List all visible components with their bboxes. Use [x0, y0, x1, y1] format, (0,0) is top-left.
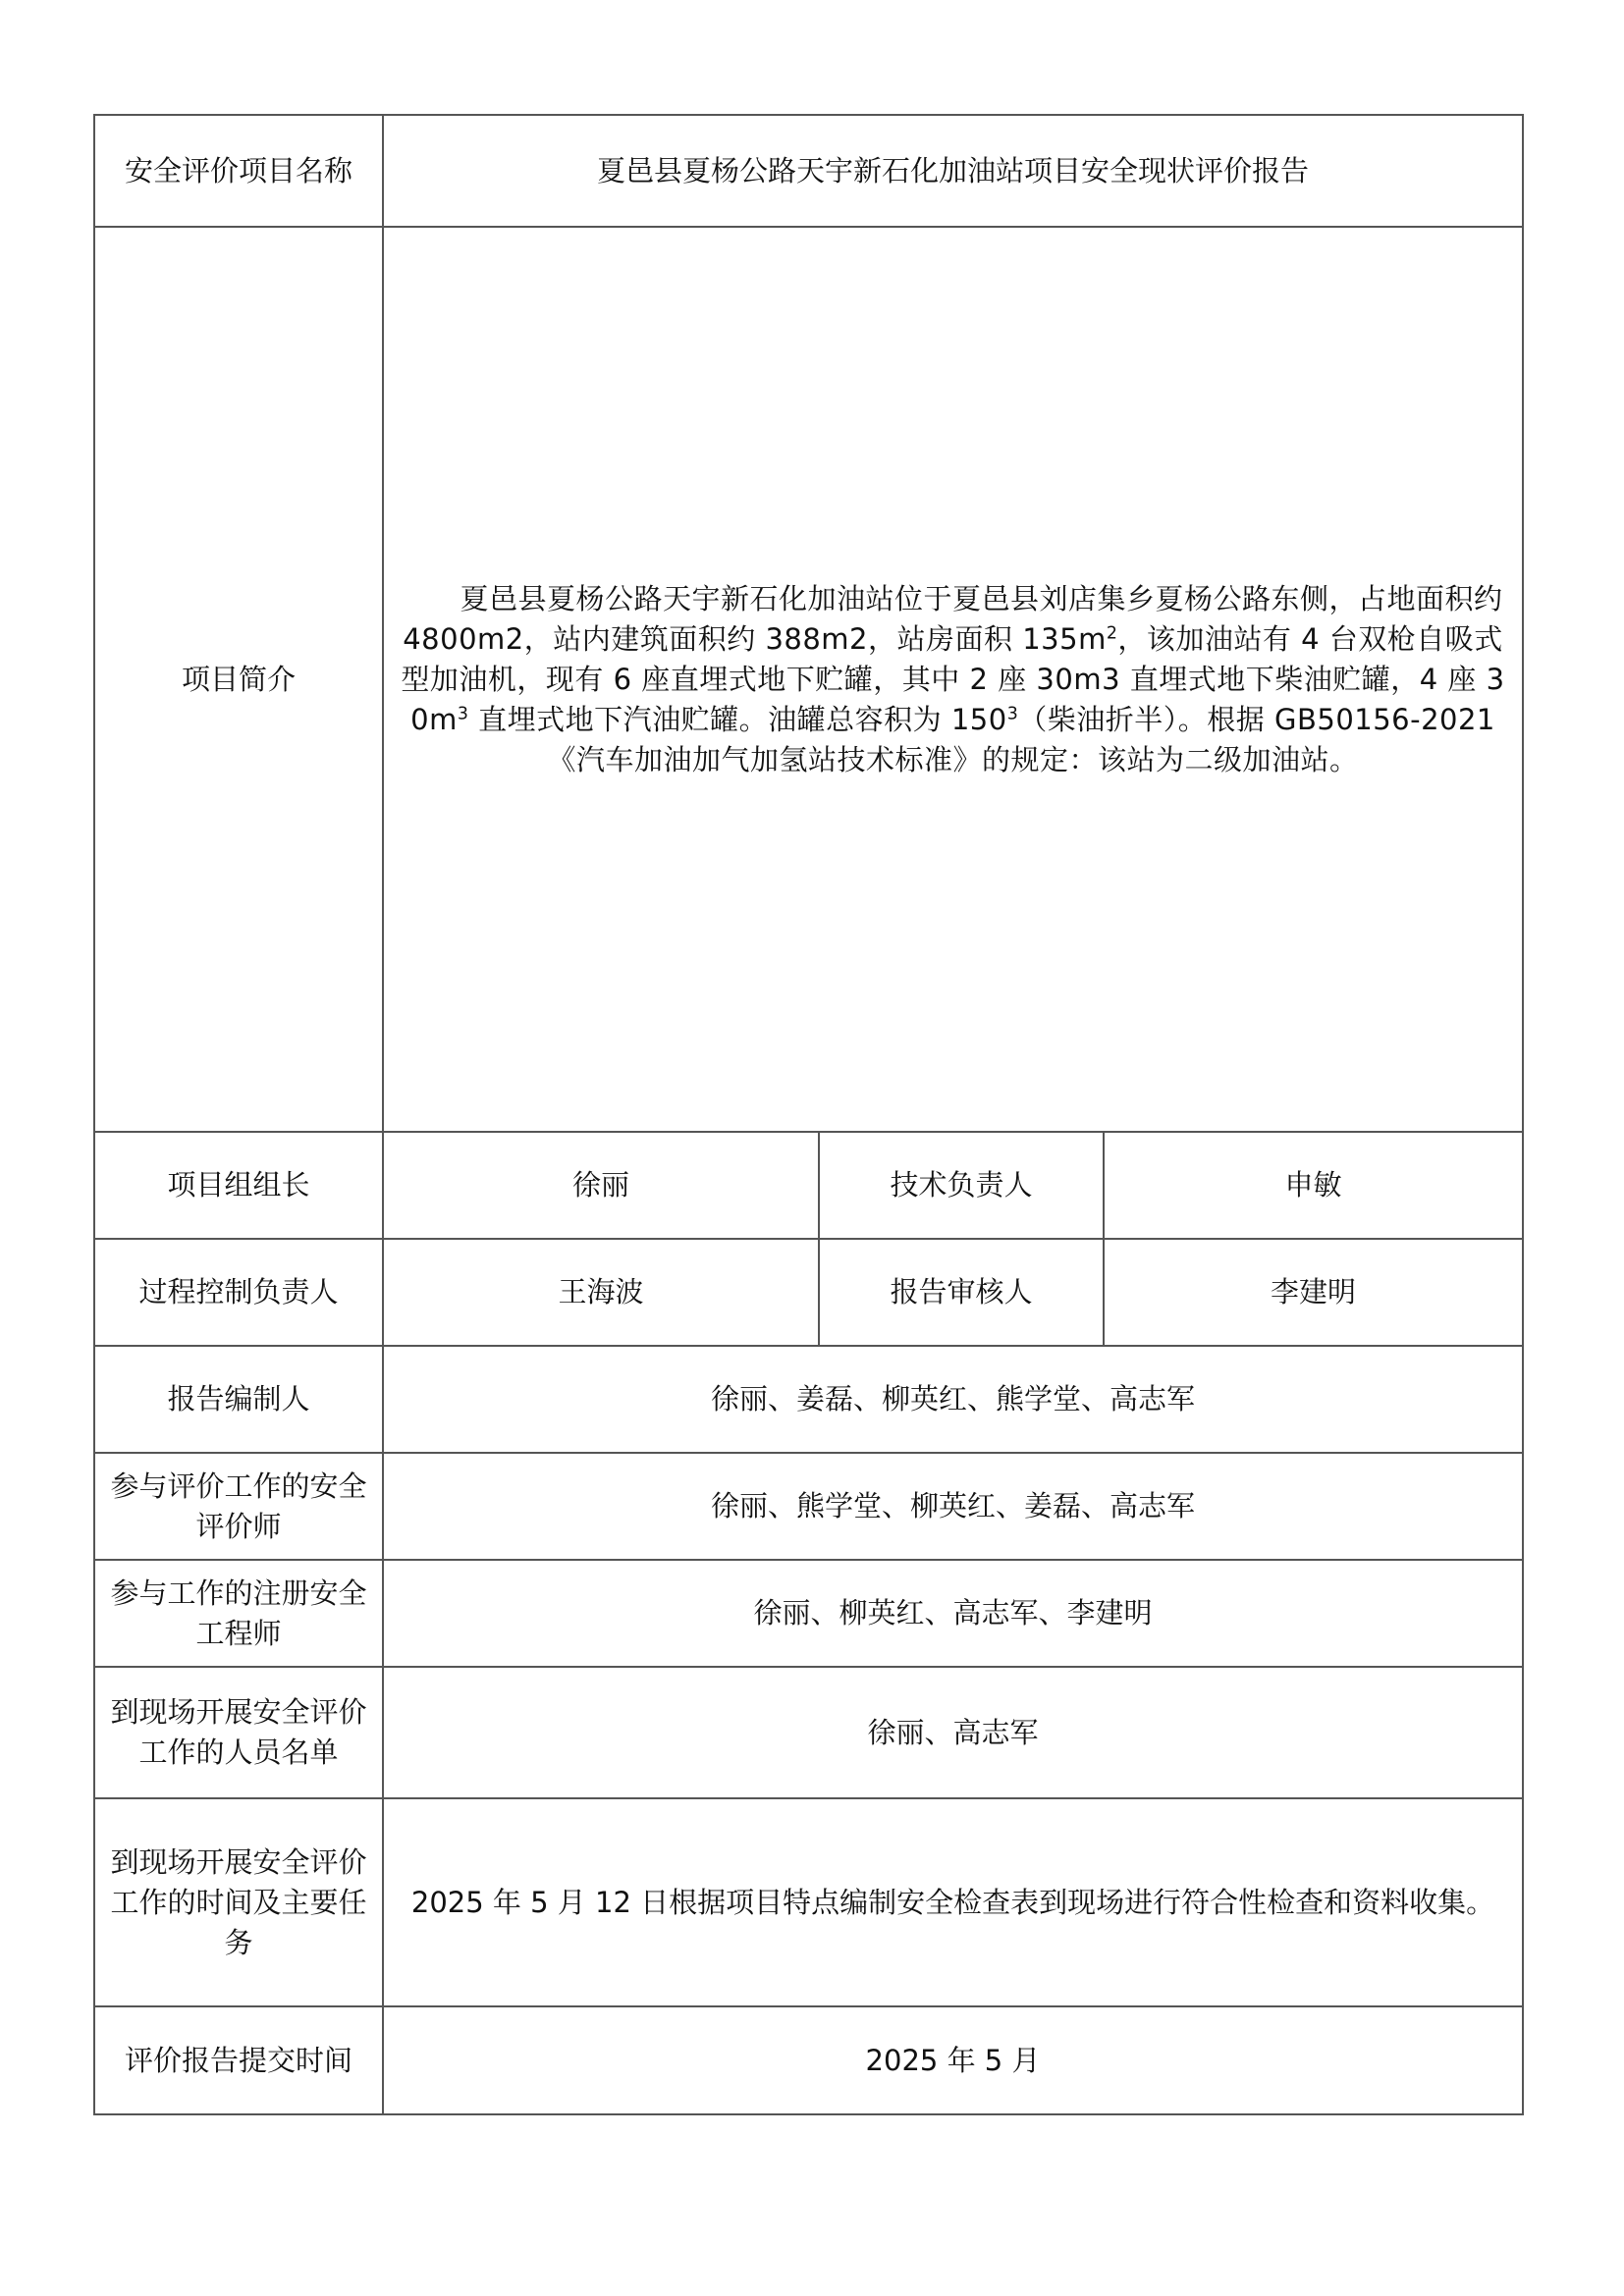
summary-text-2: ，该加油站有 4 台双枪自吸式型加油机，现有 6 座直埋式地下贮罐，其中 2 座 30m3 直埋式地下柴油贮罐，4 座 30m [401, 621, 1505, 736]
team-leader-label: 项目组组长 [94, 1132, 383, 1239]
report-info-table [93, 114, 1524, 2115]
team-leader-value: 徐丽 [383, 1132, 819, 1239]
evaluators-value: 徐丽、熊学堂、柳英红、姜磊、高志军 [383, 1453, 1523, 1560]
tech-lead-value: 申敏 [1104, 1132, 1523, 1239]
row-submit-time [94, 2006, 1523, 2114]
row-process-control [94, 1239, 1523, 1346]
project-name-value: 夏邑县夏杨公路天宇新石化加油站项目安全现状评价报告 [383, 115, 1523, 227]
process-control-label: 过程控制负责人 [94, 1239, 383, 1346]
project-name-label: 安全评价项目名称 [94, 115, 383, 227]
summary-text-1: 夏邑县夏杨公路天宇新石化加油站位于夏邑县刘店集乡夏杨公路东侧，占地面积约 4800m2，站内建筑面积约 388m2，站房面积 135m [403, 581, 1503, 656]
summary-text-4: （柴油折半）。根据 GB50156-2021《汽车加油加气加氢站技术标准》的规定：该站为二级加油站。 [547, 702, 1495, 776]
tech-lead-label: 技术负责人 [819, 1132, 1104, 1239]
row-team-leader [94, 1132, 1523, 1239]
report-authors-value: 徐丽、姜磊、柳英红、熊学堂、高志军 [383, 1346, 1523, 1453]
process-control-value: 王海波 [383, 1239, 819, 1346]
summary-sup-1: 2 [1106, 622, 1118, 643]
row-project-name [94, 115, 1523, 227]
onsite-time-value: 2025 年 5 月 12 日根据项目特点编制安全检查表到现场进行符合性检查和资料收集。 [383, 1798, 1523, 2006]
reviewer-label: 报告审核人 [819, 1239, 1104, 1346]
summary-value [383, 227, 1523, 1132]
engineers-value: 徐丽、柳英红、高志军、李建明 [383, 1560, 1523, 1667]
row-summary [94, 227, 1523, 1132]
row-onsite-time [94, 1798, 1523, 2006]
row-onsite-personnel [94, 1667, 1523, 1798]
summary-paragraph [394, 579, 1512, 780]
onsite-personnel-value: 徐丽、高志军 [383, 1667, 1523, 1798]
summary-sup-2: 3 [457, 703, 469, 723]
engineers-label: 参与工作的注册安全工程师 [94, 1560, 383, 1667]
onsite-personnel-label: 到现场开展安全评价工作的人员名单 [94, 1667, 383, 1798]
row-evaluators [94, 1453, 1523, 1560]
submit-time-label: 评价报告提交时间 [94, 2006, 383, 2114]
reviewer-value: 李建明 [1104, 1239, 1523, 1346]
summary-label: 项目简介 [94, 227, 383, 1132]
summary-text-3: 直埋式地下汽油贮罐。油罐总容积为 150 [468, 702, 1007, 736]
submit-time-value: 2025 年 5 月 [383, 2006, 1523, 2114]
report-authors-label: 报告编制人 [94, 1346, 383, 1453]
row-engineers [94, 1560, 1523, 1667]
onsite-time-label: 到现场开展安全评价工作的时间及主要任务 [94, 1798, 383, 2006]
row-report-authors [94, 1346, 1523, 1453]
evaluators-label: 参与评价工作的安全评价师 [94, 1453, 383, 1560]
summary-sup-3: 3 [1006, 703, 1019, 723]
